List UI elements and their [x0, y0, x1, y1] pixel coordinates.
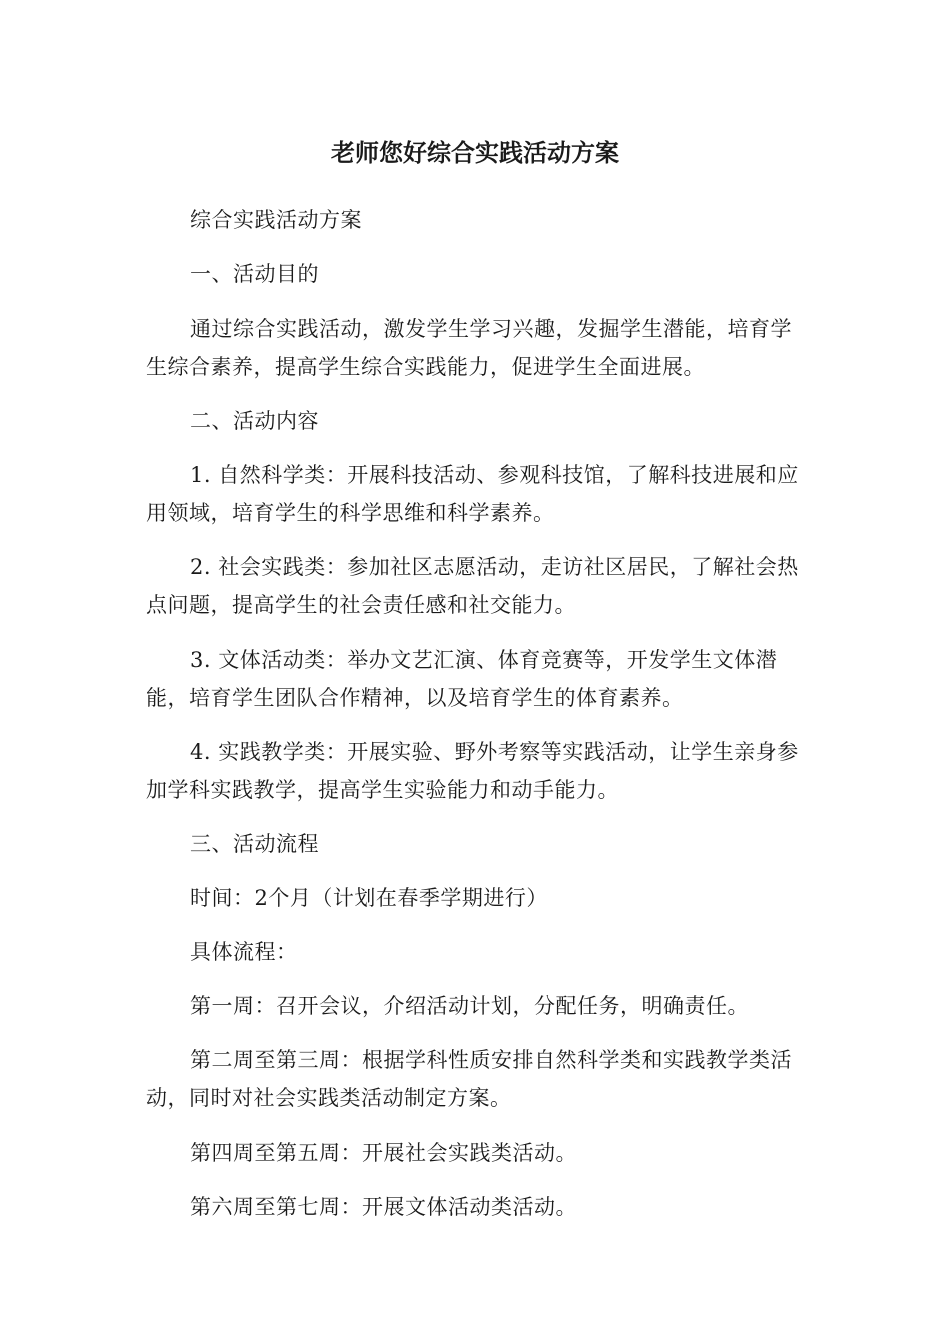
paragraph-process-label: 具体流程： — [190, 940, 298, 964]
section-heading-purpose: 一、活动目的 — [190, 262, 319, 286]
paragraph-purpose: 通过综合实践活动，激发学生学习兴趣，发掘学生潜能，培育学生综合素养，提高学生综合实践能力，促进学生全面进展。 — [146, 317, 792, 379]
schedule-week-4-5: 第四周至第五周：开展社会实践类活动。 — [190, 1141, 577, 1165]
section-heading-process: 三、活动流程 — [190, 832, 319, 856]
list-item-practical-teaching: 4. 实践教学类：开展实验、野外考察等实践活动，让学生亲身参加学科实践教学，提高学生实验能力和动手能力。 — [146, 740, 799, 802]
section-heading-content: 二、活动内容 — [190, 409, 319, 433]
paragraph-subtitle: 综合实践活动方案 — [190, 208, 362, 232]
schedule-week-6-7: 第六周至第七周：开展文体活动类活动。 — [190, 1195, 577, 1219]
list-item-social-practice: 2. 社会实践类：参加社区志愿活动，走访社区居民，了解社会热点问题，提高学生的社会责任感和社交能力。 — [146, 555, 799, 617]
schedule-week-2-3: 第二周至第三周：根据学科性质安排自然科学类和实践教学类活动，同时对社会实践类活动制定方案。 — [146, 1048, 792, 1110]
document-title: 老师您好综合实践活动方案 — [331, 139, 619, 167]
list-item-natural-science: 1. 自然科学类：开展科技活动、参观科技馆，了解科技进展和应用领域，培育学生的科学思维和科学素养。 — [146, 463, 799, 525]
paragraph-duration: 时间：2个月（计划在春季学期进行） — [190, 886, 548, 910]
schedule-week-1: 第一周：召开会议，介绍活动计划，分配任务，明确责任。 — [190, 994, 749, 1018]
list-item-culture-sports: 3. 文体活动类：举办文艺汇演、体育竞赛等，开发学生文体潜能，培育学生团队合作精神，以及培育学生的体育素养。 — [146, 648, 778, 710]
